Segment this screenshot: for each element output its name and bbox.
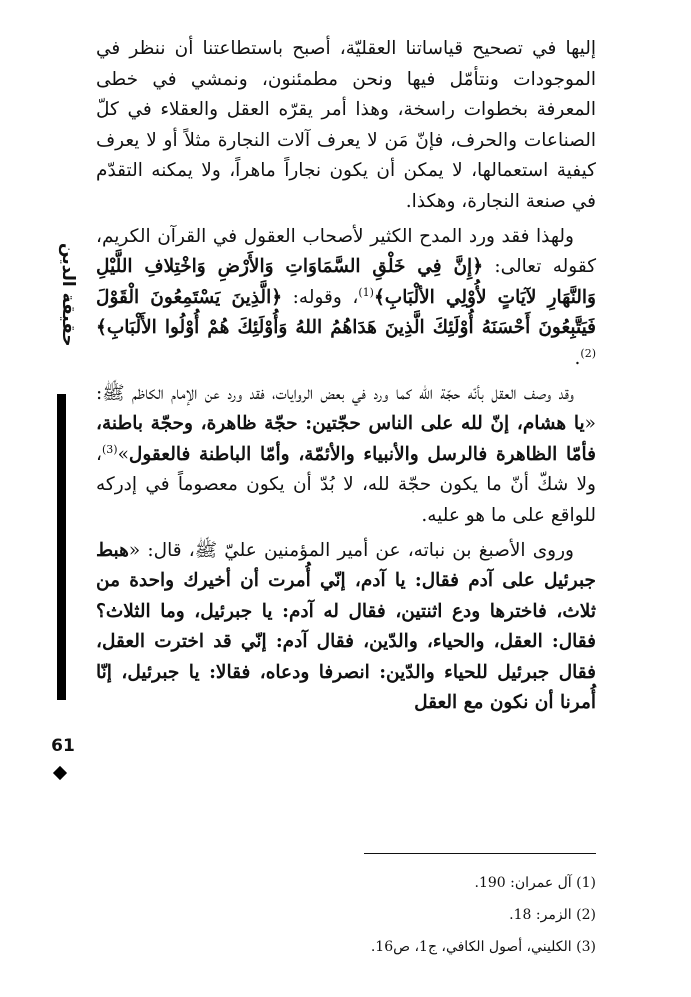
footnotes — [300, 867, 596, 963]
running-title: حقيقة الدين — [58, 243, 78, 347]
text-segment: إليها في تصحيح قياساتنا العقليّة، أصبح باستطاعتنا أن ننظر في الموجودات ونتأمّل فيها ونحن مطمئنون، ونمشي في خطى المعرفة بخطوات راسخة، وهذا أمر يقرّه العقل والعقلاء في كلّ الصناعات والحرف، فإنّ مَن لا يعرف آلات النجارة مثلاً أو لا يعرف كيفية استعمالها، لا يمكن أن يكون نجاراً ماهراً، ولا يمكنه التقدّم في صنعة النجارة، وهكذا. — [96, 38, 596, 212]
text-segment: ، وقوله: — [282, 286, 359, 308]
hadith-quote: يا هشام، إنّ لله على الناس حجّتين: حجّة ظاهرة، وحجّة باطنة، فأمّا الظاهرة فالرسل والأنبياء والأئمّة، وأمّا الباطنة فالعقول — [96, 413, 596, 465]
footnote-item: (1) آل عمران: 190. — [474, 875, 596, 891]
diamond-ornament-icon — [53, 766, 67, 780]
paragraph-1 — [96, 34, 596, 218]
text-segment: ، ولا شكّ أنّ ما يكون حجّة لله، لا بُدّ أن يكون معصوماً في إدركه للواقع على ما هو عليه. — [96, 443, 596, 526]
quran-verse: ﴿إِنَّ فِي خَلْقِ السَّمَاوَاتِ وَالأَرْضِ وَاخْتِلافِ اللَّيْلِ وَالنَّهَارِ لآيَاتٍ لأُوْلِي الألْبَابِ﴾ — [96, 256, 596, 308]
paragraph-2 — [96, 222, 596, 375]
paragraph-3 — [96, 379, 596, 532]
footnote-separator — [364, 853, 596, 854]
honorific-symbol: ﷺ — [102, 382, 125, 404]
quran-verse: ﴿الَّذِينَ يَسْتَمِعُونَ الْقَوْلَ فَيَتَّبِعُونَ أَحْسَنَهُ أُوْلَئِكَ الَّذِينَ هَدَاهُمُ اللهُ وَأُوْلَئِكَ هُمْ أُوْلُوا الأَلْبَابِ﴾ — [96, 286, 596, 339]
footnote-item: (3) الكليني، أصول الكافي، ج1، ص16. — [370, 939, 596, 955]
page-number: 61 — [51, 736, 75, 756]
footnote-item: (2) الزمر: 18. — [509, 907, 596, 923]
text-segment: وقد وصف العقل بأنّه حجّة الله كما ورد في بعض الروايات، فقد ورد عن الإمام الكاظم — [124, 382, 574, 404]
footnote-ref: (2) — [580, 346, 596, 360]
text-segment: ولهذا فقد ورد المدح الكثير لأصحاب العقول في القرآن الكريم، كقوله تعالى: — [96, 225, 596, 278]
text-segment: : « — [96, 382, 596, 435]
hadith-quote: هبط جبرئيل على آدم فقال: يا آدم، إنّي أُمرت أن أخيرك واحدة من ثلاث، فاخترها ودع اثنتين، فقال له آدم: يا جبرئيل، وما الثلاث؟ فقال: العقل، والحياء، والدّين، فقال آدم: إنّي قد اخترت العقل، فقال جبرئيل للحياء والدّين: انصرفا ودعاه، فقالا: يا جبرئيل، إنّا أُمرنا أن نكون مع العقل — [96, 539, 596, 714]
margin-bar — [57, 394, 66, 700]
text-segment: . — [574, 347, 581, 369]
footnote-ref: (1) — [358, 285, 374, 299]
main-text — [96, 34, 596, 719]
paragraph-4 — [96, 536, 596, 720]
text-segment: ، قال: « — [128, 539, 195, 561]
honorific-symbol: ﷺ — [194, 539, 218, 561]
text-segment: وروى الأصبغ بن نباته، عن أمير المؤمنين عليّ — [217, 539, 574, 561]
text-segment: » — [117, 443, 129, 465]
footnote-ref: (3) — [101, 442, 118, 456]
